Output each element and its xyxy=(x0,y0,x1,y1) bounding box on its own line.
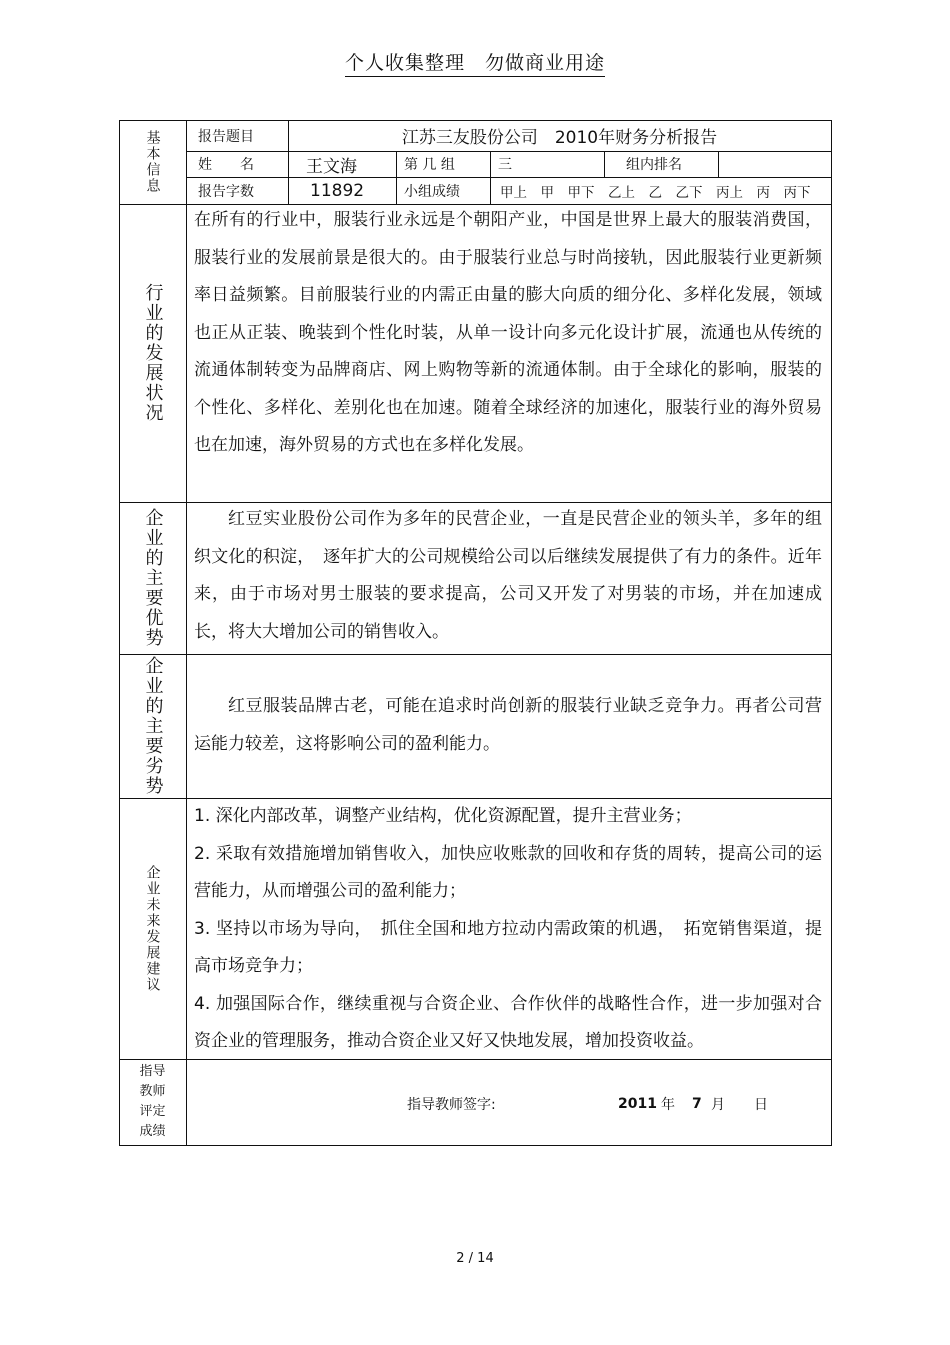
industry-label: 行业的发展状况 xyxy=(142,283,164,423)
industry-text: 在所有的行业中，服装行业永远是个朝阳产业，中国是世界上最大的服装消费国，服装行业的发展前景是很大的。由于服装行业总与时尚接轨，因此服装行业更新频率日益频繁。目前服装行业的内需正由量的膨大向质的细分化、多样化发展，领域也正从正装、晚装到个性化时装，从单一设计向多元化设计扩展，流通也从传统的流通体制转变为品牌商店、网上购物等新的流通体制。由于全球化的影响，服装的个性化、多样化、差别化也在加速。随着全球经济的加速化，服装行业的海外贸易也在加速，海外贸易的方式也在多样化发展。 xyxy=(194,210,822,455)
name-value: 王文海 xyxy=(306,156,357,177)
rank-value xyxy=(722,151,830,177)
eval-month-unit: 月 xyxy=(711,1097,725,1113)
list-item: 3. 坚持以市场为导向， 抓住全国和地方拉动内需政策的机遇， 拓宽销售渠道，提高市场竞争力； xyxy=(194,918,822,976)
basic-col-divider xyxy=(718,151,719,177)
disadvantages-text: 红豆服装品牌古老，可能在追求时尚创新的服装行业缺乏竞争力。再者公司营运能力较差，这将影响公司的盈利能力。 xyxy=(194,696,822,754)
basic-col-divider xyxy=(490,151,491,204)
advantages-label: 企业的主要优势 xyxy=(142,508,164,648)
table-border-right xyxy=(831,120,832,1145)
eval-day-unit: 日 xyxy=(754,1097,768,1113)
eval-month: 7 xyxy=(692,1096,702,1112)
group-label: 第 几 组 xyxy=(404,157,455,173)
group-value: 三 xyxy=(498,157,512,173)
basic-col-divider xyxy=(604,151,605,177)
suggestions-list xyxy=(194,798,822,1061)
list-item: 4. 加强国际合作，继续重视与合资企业、合作伙伴的战略性合作，进一步加强对合资企业的管理服务，推动合资企业又好又快地发展，增加投资收益。 xyxy=(194,993,822,1051)
evaluation-label-line: 评定 xyxy=(139,1104,166,1119)
grade-options: 甲上 甲 甲下 乙上 乙 乙下 丙上 丙 丙下 xyxy=(500,184,811,201)
report-title-value: 江苏三友股份公司 2010年财务分析报告 xyxy=(401,128,718,148)
rank-label: 组内排名 xyxy=(626,157,682,173)
name-label: 姓 名 xyxy=(198,157,254,173)
word-count-label: 报告字数 xyxy=(198,183,254,200)
eval-year-unit: 年 xyxy=(661,1097,675,1113)
label-column-divider xyxy=(186,120,187,1145)
evaluation-label-line: 指导 xyxy=(139,1064,166,1079)
table-border-bottom xyxy=(119,1145,832,1146)
advantages-text: 红豆实业股份公司作为多年的民营企业，一直是民营企业的领头羊，多年的组织文化的积淀， 逐年扩大的公司规模给公司以后继续发展提供了有力的条件。近年来，由于市场对男士服装的要求提高，公司又开发了对男装的市场，并在加速成长，将大大增加公司的销售收入。 xyxy=(194,509,822,642)
evaluation-label xyxy=(119,1059,186,1145)
suggestions-label: 企业未来发展建议 xyxy=(144,864,161,993)
page-number: 2 / 14 xyxy=(456,1251,494,1266)
basic-info-label: 基本信息 xyxy=(144,130,161,194)
word-count-value: 11892 xyxy=(310,180,365,201)
signature-label: 指导教师签字: xyxy=(407,1097,496,1113)
grade-label: 小组成绩 xyxy=(404,183,460,200)
row-divider xyxy=(119,654,832,655)
page-header: 个人收集整理 勿做商业用途 xyxy=(0,48,950,75)
eval-year: 2011 xyxy=(618,1096,657,1112)
evaluation-label-line: 成绩 xyxy=(139,1124,166,1139)
report-title-label: 报告题目 xyxy=(198,128,254,145)
list-item: 2. 采取有效措施增加销售收入，加快应收账款的回收和存货的周转，提高公司的运营能力，从而增强公司的盈利能力； xyxy=(194,843,822,901)
disadvantages-label: 企业的主要劣势 xyxy=(142,656,164,796)
evaluation-label-line: 教师 xyxy=(139,1084,166,1099)
basic-col-divider xyxy=(396,151,397,204)
list-item: 1. 深化内部改革，调整产业结构，优化资源配置，提升主营业务； xyxy=(194,806,692,826)
